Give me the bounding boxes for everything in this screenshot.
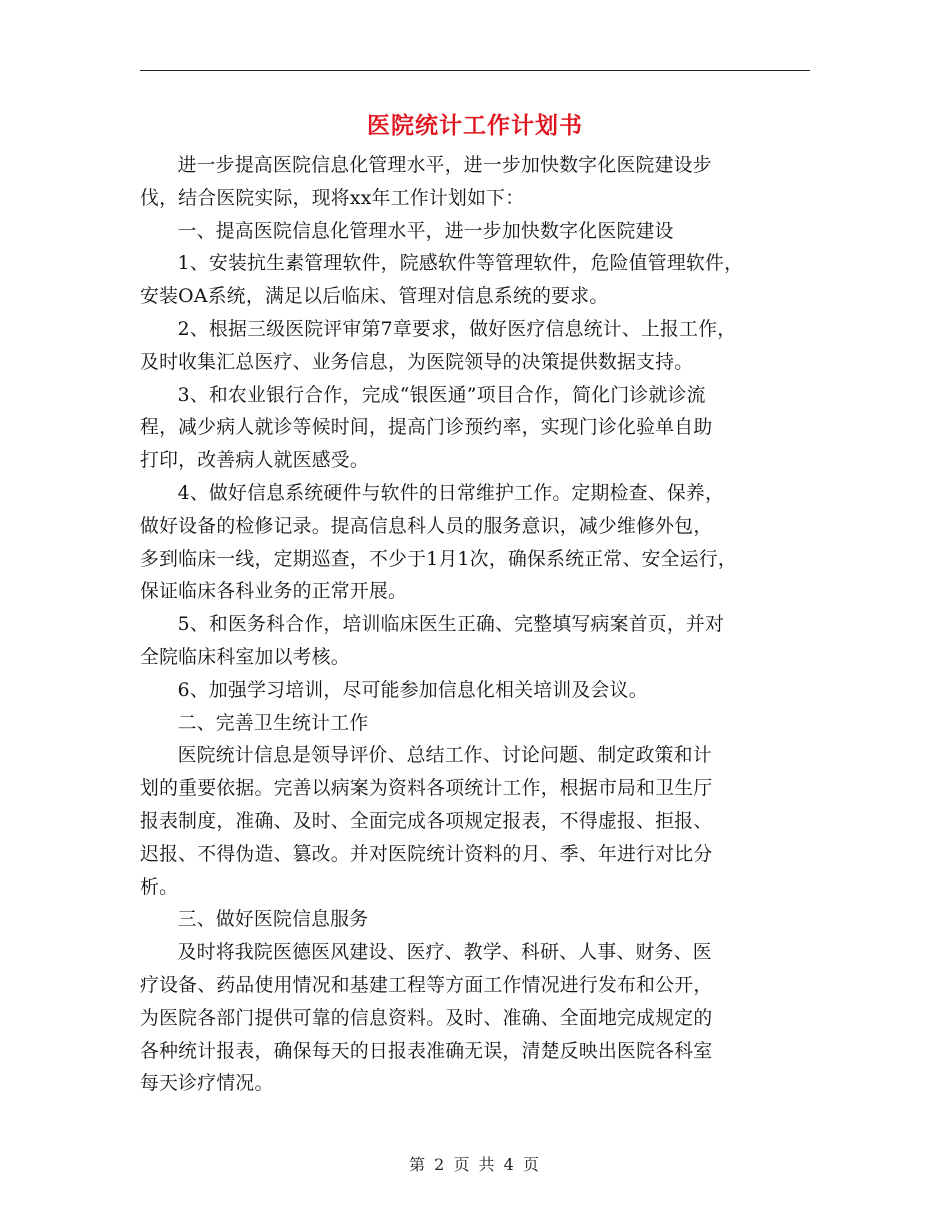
paragraph (140, 248, 825, 314)
paragraph-line: 一、提高医院信息化管理水平，进一步加快数字化医院建设 (177, 220, 674, 242)
paragraph (140, 675, 825, 708)
paragraph (140, 609, 825, 675)
paragraph-line: 二、完善卫生统计工作 (177, 712, 369, 734)
paragraph-line: 报表制度，准确、及时、全面完成各项规定报表，不得虚报、拒报、 (140, 810, 713, 832)
paragraph-line: 1、安装抗生素管理软件，院感软件等管理软件，危险值管理软件， (177, 253, 744, 275)
paragraph (140, 216, 825, 249)
paragraph-line: 为医院各部门提供可靠的信息资料。及时、准确、全面地完成规定的 (140, 1007, 713, 1029)
paragraph-line: 医院统计信息是领导评价、总结工作、讨论问题、制定政策和计 (177, 745, 712, 767)
paragraph (140, 150, 825, 216)
document-title: 医院统计工作计划书 (367, 112, 583, 139)
paragraph-line: 3、和农业银行合作，完成“银医通”项目合作，简化门诊就诊流 (177, 384, 706, 406)
paragraph (140, 937, 825, 1101)
paragraph-line: 各种统计报表，确保每天的日报表准确无误，清楚反映出医院各科室 (140, 1040, 713, 1062)
paragraph-line: 2、根据三级医院评审第7章要求，做好医疗信息统计、上报工作， (177, 318, 737, 340)
paragraph-line: 保证临床各科业务的正常开展。 (140, 581, 408, 603)
paragraph-line: 伐，结合医院实际，现将xx年工作计划如下： (140, 187, 525, 209)
paragraph-line: 进一步提高医院信息化管理水平，进一步加快数字化医院建设步 (177, 155, 712, 176)
document-body (140, 150, 825, 1101)
paragraph-line: 6、加强学习培训，尽可能参加信息化相关培训及会议。 (177, 679, 648, 701)
paragraph (140, 478, 825, 609)
paragraph-line: 全院临床科室加以考核。 (140, 646, 350, 668)
paragraph-line: 打印，改善病人就医感受。 (140, 450, 369, 472)
page-number: 第 2 页 共 4 页 (409, 1155, 541, 1174)
paragraph-line: 做好设备的检修记录。提高信息科人员的服务意识，减少维修外包， (140, 515, 713, 537)
paragraph-line: 5、和医务科合作，培训临床医生正确、完整填写病案首页，并对 (177, 614, 725, 636)
paragraph-line: 每天诊疗情况。 (140, 1073, 274, 1095)
paragraph-line: 迟报、不得伪造、篡改。并对医院统计资料的月、季、年进行对比分 (140, 843, 713, 865)
paragraph-line: 及时将我院医德医风建设、医疗、教学、科研、人事、财务、医 (177, 942, 712, 964)
paragraph (140, 380, 825, 478)
paragraph (140, 314, 825, 380)
paragraph (140, 740, 825, 904)
paragraph (140, 904, 825, 937)
paragraph-line: 划的重要依据。完善以病案为资料各项统计工作，根据市局和卫生厅 (140, 778, 713, 800)
paragraph-line: 析。 (140, 876, 179, 898)
paragraph-line: 及时收集汇总医疗、业务信息，为医院领导的决策提供数据支持。 (140, 351, 694, 373)
paragraph-line: 程，减少病人就诊等候时间，提高门诊预约率，实现门诊化验单自助 (140, 417, 713, 439)
paragraph-line: 三、做好医院信息服务 (177, 909, 369, 931)
paragraph-line: 多到临床一线，定期巡查，不少于1月1次，确保系统正常、安全运行， (140, 548, 737, 570)
paragraph-line: 疗设备、药品使用情况和基建工程等方面工作情况进行发布和公开， (140, 974, 713, 996)
header-rule (140, 70, 810, 71)
paragraph-line: 安装OA系统，满足以后临床、管理对信息系统的要求。 (140, 286, 609, 308)
paragraph-line: 4、做好信息系统硬件与软件的日常维护工作。定期检查、保养， (177, 482, 725, 504)
paragraph (140, 708, 825, 741)
